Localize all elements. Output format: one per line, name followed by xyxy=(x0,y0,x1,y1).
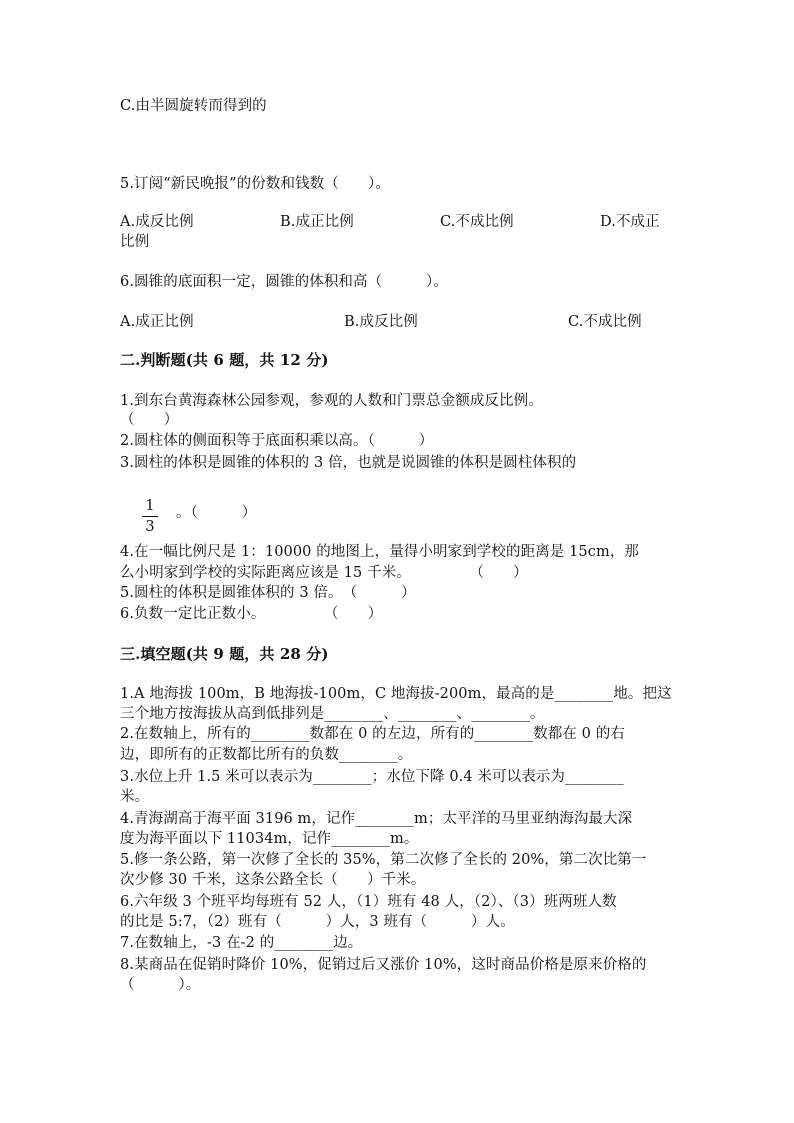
fraction-one-third xyxy=(140,497,160,536)
question-6-stem: 6.圆锥的底面积一定，圆锥的体积和高（ ）。 xyxy=(120,274,448,290)
judge-item-3-tail: 。（ ） xyxy=(176,505,257,521)
section-3-heading: 三.填空题(共 9 题，共 28 分) xyxy=(120,645,329,663)
question-6-option-b: B.成反比例 xyxy=(344,314,418,330)
fraction-bar xyxy=(142,516,158,517)
section-2-heading: 二.判断题(共 6 题，共 12 分) xyxy=(120,351,329,369)
question-5-option-d: D.不成正 xyxy=(600,214,660,230)
judge-item-1: 1.到东台黄海森林公园参观，参观的人数和门票总金额成反比例。 xyxy=(120,393,543,409)
fill-line-3: 2.在数轴上，所有的________数都在 0 的左边，所有的________数都在 0 的右 xyxy=(120,726,625,742)
judge-item-4-cont: 么小明家到学校的实际距离应该是 15 千米。 （ ） xyxy=(120,565,528,581)
fill-line-10: 次少修 30 千米，这条公路全长（ ）千米。 xyxy=(120,872,426,888)
fill-line-9: 5.修一条公路，第一次修了全长的 35%，第二次修了全长的 20%，第二次比第一 xyxy=(120,852,647,868)
question-5-option-d-wrap: 比例 xyxy=(120,234,150,250)
fraction-denominator: 3 xyxy=(145,519,155,535)
question-6-option-c: C.不成比例 xyxy=(568,314,642,330)
fill-line-1: 1.A 地海拔 100m，B 地海拔-100m，C 地海拔-200m，最高的是________地。把这 xyxy=(120,686,672,702)
fill-line-14: 8.某商品在促销时降价 10%，促销过后又涨价 10%，这时商品价格是原来价格的 xyxy=(120,957,647,973)
fill-line-13: 7.在数轴上，-3 在-2 的________边。 xyxy=(120,935,363,951)
judge-item-4: 4.在一幅比例尺是 1：10000 的地图上，量得小明家到学校的距离是 15cm，那 xyxy=(120,544,640,560)
question-5-option-a: A.成反比例 xyxy=(120,214,194,230)
fill-line-15: （ ）。 xyxy=(120,977,201,993)
fill-line-7: 4.青海湖高于海平面 3196 m，记作________m；太平洋的马里亚纳海沟最大深 xyxy=(120,811,633,827)
fill-line-4: 边，即所有的正数都比所有的负数________。 xyxy=(120,747,413,763)
fill-line-8: 度为海平面以下 11034m，记作________m。 xyxy=(120,831,419,847)
question-5-option-c: C.不成比例 xyxy=(440,214,514,230)
judge-item-3: 3.圆柱的体积是圆锥的体积的 3 倍，也就是说圆锥的体积是圆柱体积的 xyxy=(120,455,577,471)
question-4-option-c: C.由半圆旋转而得到的 xyxy=(120,98,267,114)
judge-item-5: 5.圆柱的体积是圆锥体积的 3 倍。 （ ） xyxy=(120,585,416,601)
fill-line-5: 3.水位上升 1.5 米可以表示为________；水位下降 0.4 米可以表示为________ xyxy=(120,769,624,785)
judge-item-1-bracket: （ ） xyxy=(120,412,179,428)
fill-line-2: 三个地方按海拔从高到低排列是________、________、________。 xyxy=(120,706,545,722)
judge-item-6: 6.负数一定比正数小。 （ ） xyxy=(120,606,383,622)
fraction-numerator: 1 xyxy=(145,498,155,514)
question-5-stem: 5.订阅“新民晚报”的份数和钱数（ ）。 xyxy=(120,176,391,192)
fill-line-11: 6.六年级 3 个班平均每班有 52 人，（1）班有 48 人，（2）、（3）班两班人数 xyxy=(120,894,617,910)
judge-item-2: 2.圆柱体的侧面积等于底面积乘以高。（ ） xyxy=(120,433,434,449)
fill-line-12: 的比是 5:7，（2）班有（ ）人，3 班有（ ）人。 xyxy=(120,914,515,930)
question-6-option-a: A.成正比例 xyxy=(120,314,194,330)
fill-line-6: 米。 xyxy=(120,789,150,805)
question-5-option-b: B.成正比例 xyxy=(280,214,354,230)
